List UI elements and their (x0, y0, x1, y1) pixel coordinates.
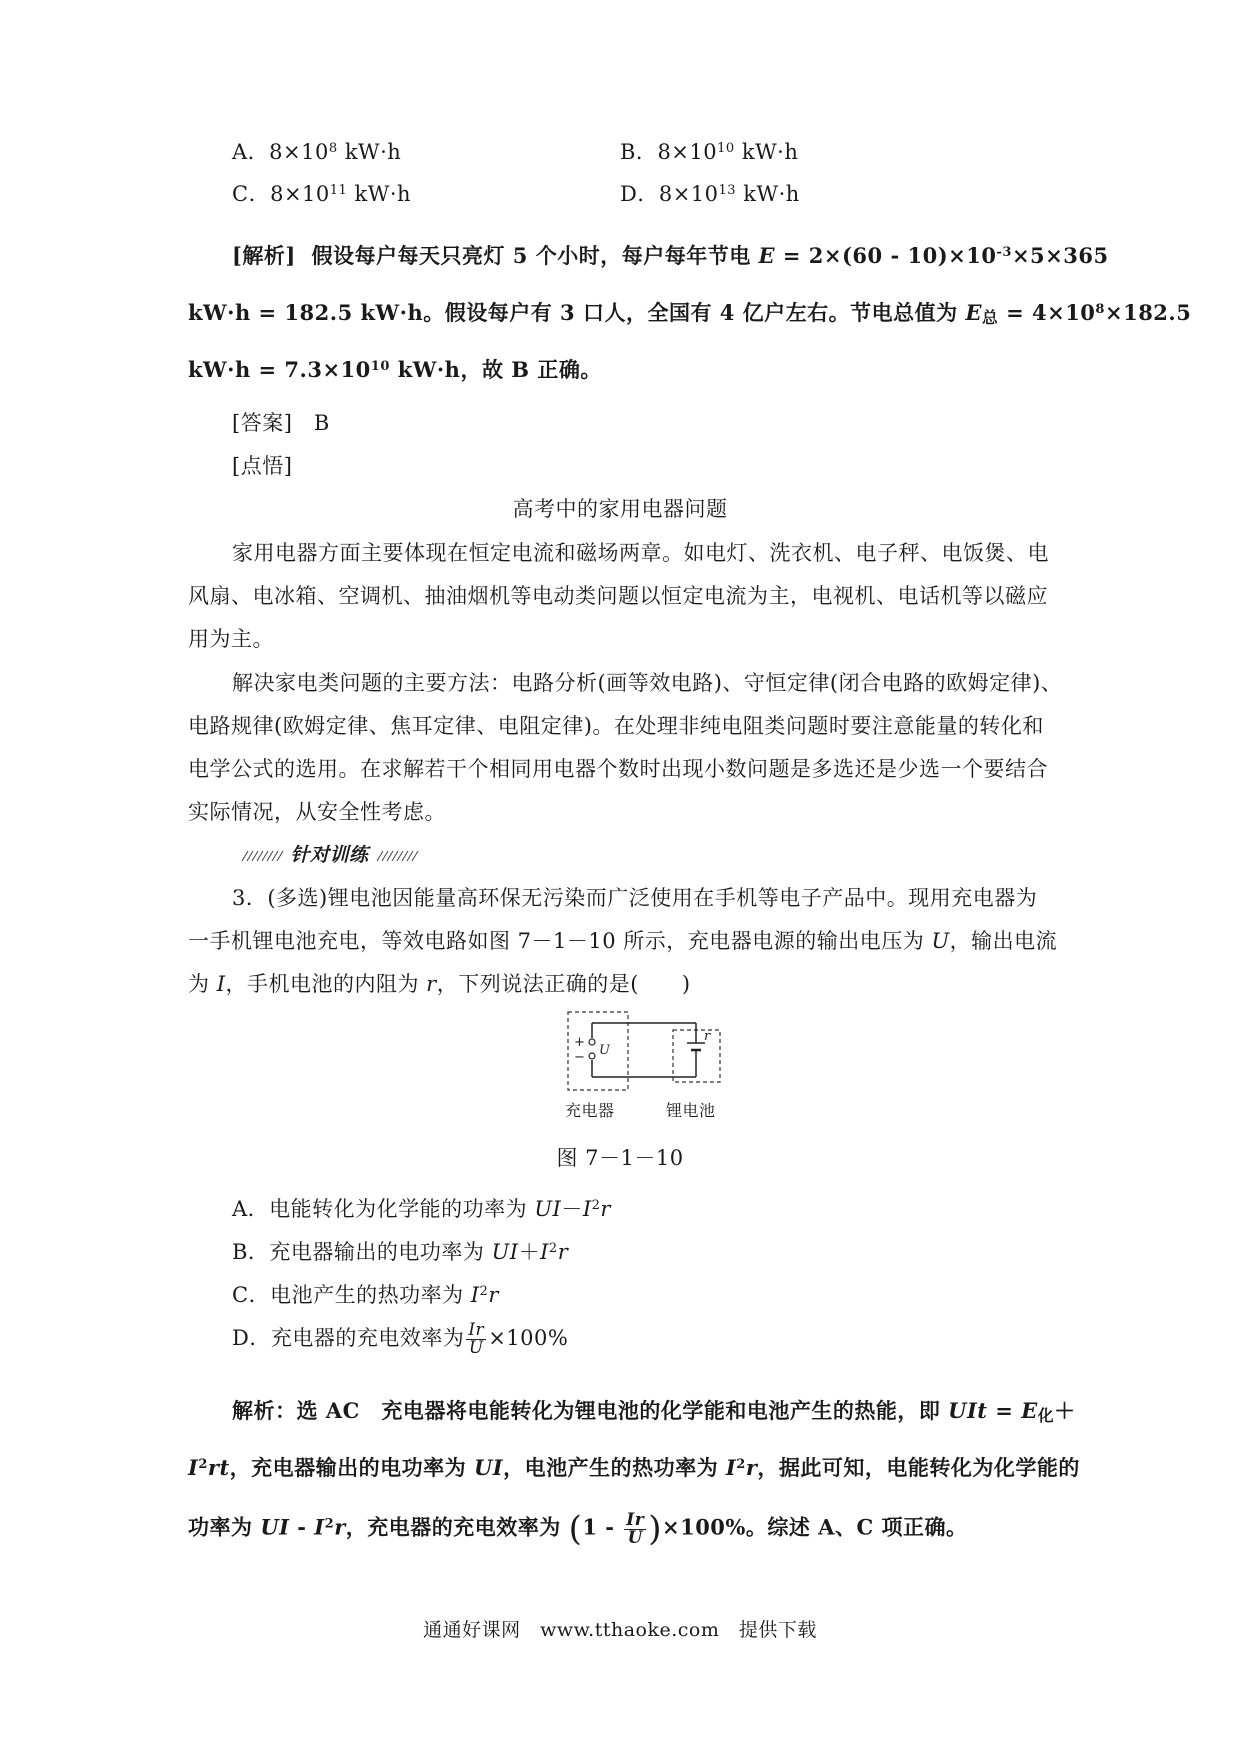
resistance-label: r (704, 1029, 711, 1044)
option-a: A．$8\times 10^8$ kW·h (232, 140, 402, 164)
option-c: C．$8\times 10^{11}$ kW·h (232, 182, 412, 206)
voltage-label: U (599, 1043, 610, 1058)
q3-line-1: 3．(多选)锂电池因能量高环保无污染而广泛使用在手机等电子产品中。现用充电器为 (232, 886, 1038, 910)
analysis-q2-line-2: kW·h = 182.5 kW·h。假设每户有 3 口人，全国有 4 亿户左右。节电总值为 $E_总 = 4\times 10^8\times 182.5$ (188, 300, 1192, 328)
efficiency-fraction: $\frac{Ir}{U}$ (468, 1320, 485, 1358)
analysis-q3-line-1: 解析：选 AC 充电器将电能转化为锂电池的化学能和电池产生的热能，即 UIt = $E_化+$ (232, 1398, 1076, 1426)
q3-option-a: A．电能转化为化学能的功率为 $UI-I^2r$ (232, 1197, 611, 1221)
option-b: B．$8\times 10^{10}$ kW·h (620, 140, 799, 164)
answer-q2: [答案] B (232, 411, 330, 435)
hatch-left-icon (240, 849, 284, 863)
tip-p1-line-1: 家用电器方面主要体现在恒定电流和磁场两章。如电灯、洗衣机、电子秤、电饭煲、电 (232, 541, 1049, 565)
q3-option-b: B．充电器输出的电功率为 $UI+I^2r$ (232, 1240, 569, 1264)
footer: 通通好课网 www.tthaoke.com 提供下载 (423, 1619, 817, 1641)
tip-p2-line-2: 电路规律(欧姆定律、焦耳定律、电阻定律)。在处理非纯电阻类问题时要注意能量的转化和 (188, 714, 1044, 738)
analysis-q3-line-2: $I^2rt$，充电器输出的电功率为 UI，电池产生的热功率为 $I^2r$，据此可知，电能转化为化学能的 (188, 1455, 1080, 1480)
q3-option-d: D．充电器的充电效率为 $\frac{Ir}{U}$ ×100% (232, 1320, 569, 1358)
figure-caption: 图 7－1－10 (556, 1146, 684, 1170)
analysis-q2-line-1: [解析] 假设每户每天只亮灯 5 个小时，每户每年节电 $E = 2\times(60 - 10)\times 10^{-3}\times 5\times 365$ (232, 243, 1109, 268)
open-paren: ( (568, 1509, 583, 1549)
plus-sign: + (574, 1035, 585, 1050)
terminal-plus (589, 1039, 595, 1045)
q3-line-3: 为 I，手机电池的内阻为 r，下列说法正确的是( ) (188, 972, 691, 996)
tip-p2-line-1: 解决家电类问题的主要方法：电路分析(画等效电路)、守恒定律(闭合电路的欧姆定律)、 (232, 671, 1063, 695)
figure-label-charger: 充电器 (565, 1101, 615, 1120)
tip-p1-line-2: 风扇、电冰箱、空调机、抽油烟机等电动类问题以恒定电流为主，电视机、电话机等以磁应 (188, 584, 1048, 608)
close-paren: ) (648, 1509, 662, 1549)
hatch-right-icon (375, 849, 419, 863)
terminal-minus (589, 1053, 595, 1059)
analysis-q2-line-3: $kW\cdot h = 7.3\times 10^{10}$ kW·h，故 B 正确。 (188, 357, 602, 382)
minus-sign: − (574, 1050, 585, 1065)
figure-label-battery: 锂电池 (666, 1101, 716, 1120)
q3-option-c: C．电池产生的热功率为 $I^2r$ (232, 1283, 499, 1307)
circuit-diagram (558, 1010, 728, 1100)
tip-p1-line-3: 用为主。 (188, 627, 274, 651)
practice-label: 针对训练 (240, 840, 419, 867)
tip-heading: 高考中的家用电器问题 (512, 497, 728, 521)
tip-p2-line-3: 电学公式的选用。在求解若干个相同用电器个数时出现小数问题是多选还是少选一个要结合 (188, 757, 1048, 781)
tip-tag: [点悟] (232, 454, 293, 478)
tip-p2-line-4: 实际情况，从安全性考虑。 (188, 800, 446, 824)
q3-line-2: 一手机锂电池充电，等效电路如图 7－1－10 所示，充电器电源的输出电压为 U，输出电流 (188, 929, 1058, 953)
option-d: D．$8\times 10^{13}$ kW·h (620, 182, 800, 206)
efficiency-fraction-2: $\frac{Ir}{U}$ (626, 1509, 645, 1548)
analysis-q3-line-3: 功率为 UI - $I^2r$，充电器的充电效率为 (1 - $\frac{Ir}{U}$ )×100%。综述 A、C 项正确。 (188, 1509, 968, 1549)
